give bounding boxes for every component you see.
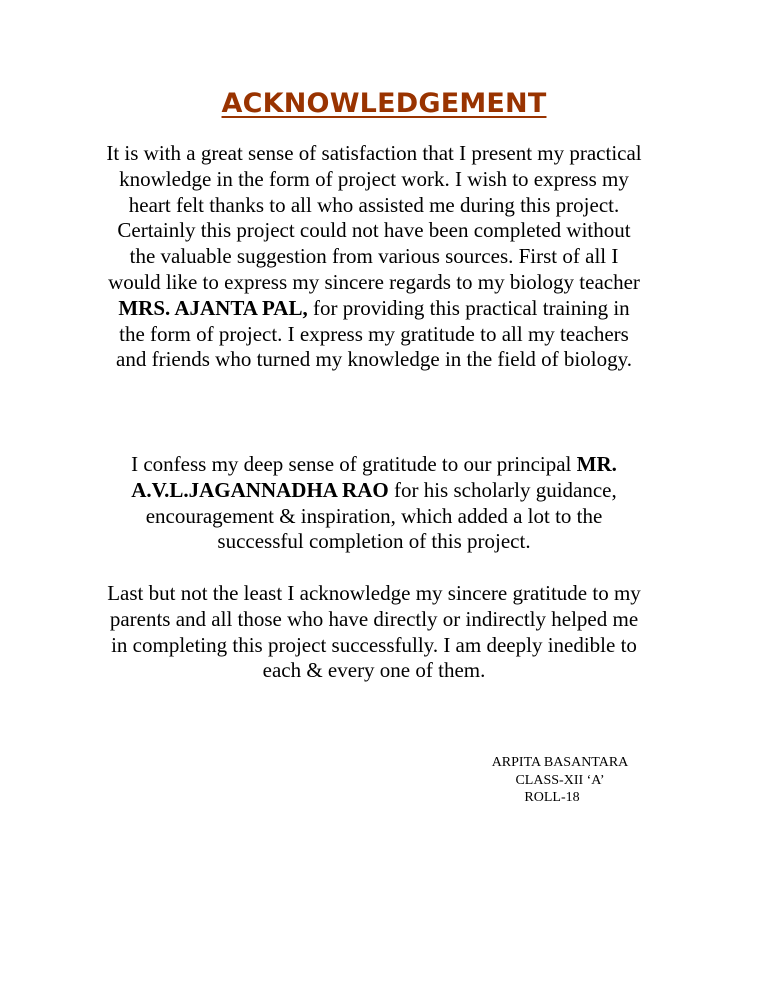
signature-roll: ROLL-18 <box>524 790 580 805</box>
signature-class: CLASS-XII ‘A’ <box>515 773 605 788</box>
paragraph-principal-text-end: for his scholarly guidance, encouragement & inspiration, which added a lot to the successful completion of this project. <box>145 477 617 554</box>
paragraph-principal <box>104 452 644 555</box>
paragraph-principal-text-start: I confess my deep sense of gratitude to our principal <box>131 452 577 476</box>
paragraph-parents: Last but not the least I acknowledge my sincere gratitude to my parents and all those who have directly or indirectly helped me in completing this project successfully. I am deeply inedible to each & every one of them. <box>107 581 641 683</box>
paragraph-thanks-text-end: for providing this practical training in the form of project. I express my gratitude to all my teachers and friends who turned my knowledge in the field of biology. <box>116 295 632 372</box>
page-title: ACKNOWLEDGEMENT <box>221 88 547 119</box>
signature-name: ARPITA BASANTARA <box>491 755 629 770</box>
paragraph-thanks <box>104 141 644 373</box>
paragraph-thanks-text-start: It is with a great sense of satisfaction that I present my practical knowledge in the form of project work. I wish to express my heart felt thanks to all who assisted me during this project. Certainly this project could not have been completed without the valuable suggestion from various sources. First of all I would like to express my sincere regards to my biology teacher <box>106 141 642 294</box>
principal-name: MR. A.V.L.JAGANNADHA RAO <box>131 452 617 502</box>
teacher-name: MRS. AJANTA PAL, <box>118 295 308 320</box>
